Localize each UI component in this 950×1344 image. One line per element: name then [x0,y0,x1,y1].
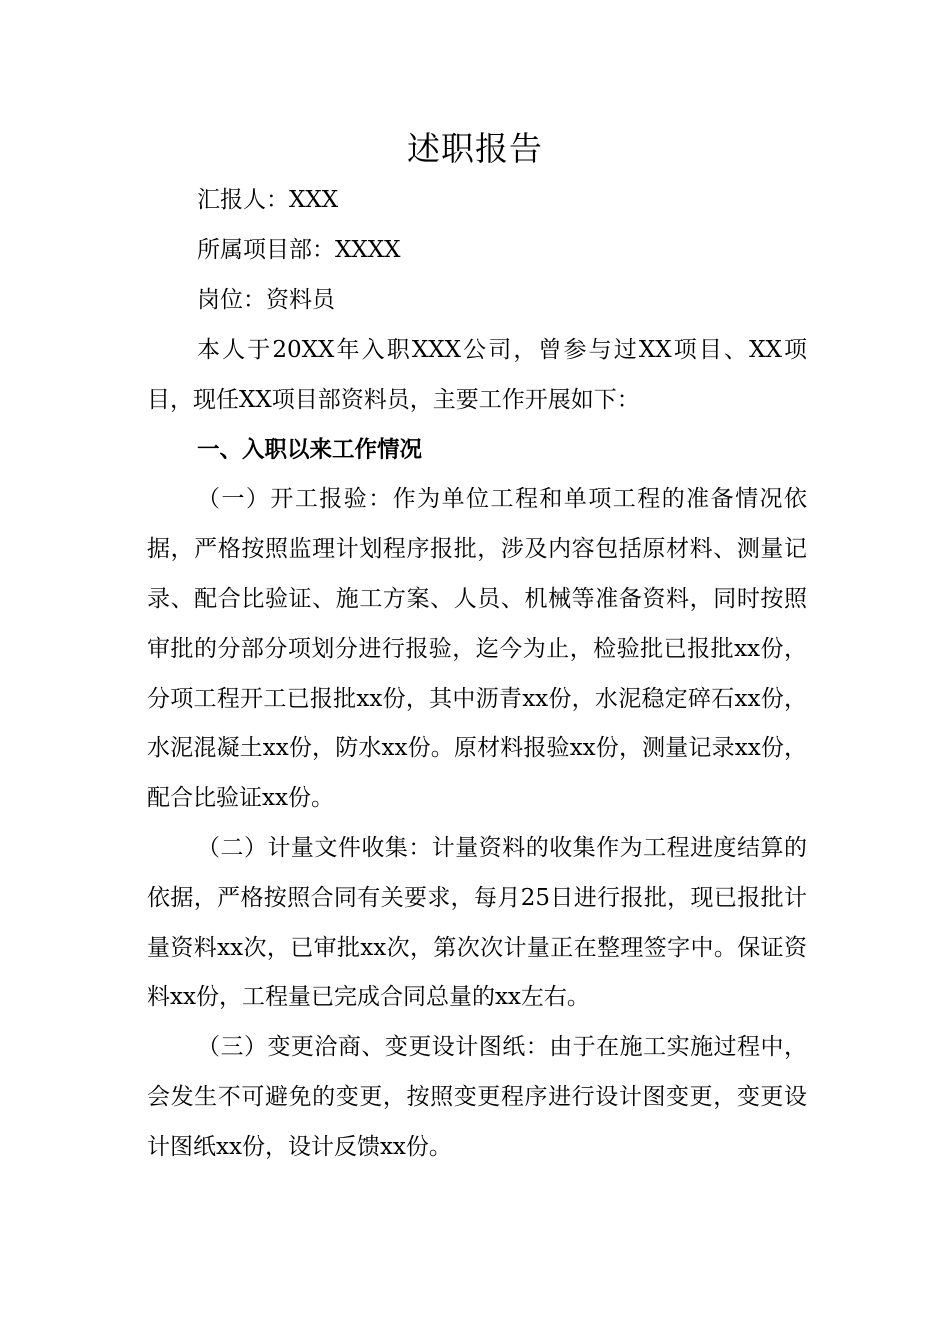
paragraph-start-inspection: （一）开工报验：作为单位工程和单项工程的准备情况依据，严格按照监理计划程序报批，涉及内容包括原材料、测量记录、配合比验证、施工方案、人员、机械等准备资料，同时按照审批的分部分项划分进行报验，迄今为止，检验批已报批xx份，分项工程开工已报批xx份，其中沥青xx份，水泥稳定碎石xx份，水泥混凝土xx份，防水xx份。原材料报验xx份，测量记录xx份，配合比验证xx份。 [147,486,807,812]
department-line: 所属项目部：XXXX [197,236,401,263]
position-line: 岗位：资料员 [197,286,335,313]
document-body [147,326,807,1173]
section-heading: 一、入职以来工作情况 [197,436,423,463]
paragraph-measurement-files: （二）计量文件收集：计量资料的收集作为工程进度结算的依据，严格按照合同有关要求，每月25日进行报批，现已报批计量资料xx次，已审批xx次，第次次计量正在整理签字中。保证资料xx份，工程量已完成合同总量的xx左右。 [147,834,807,1011]
document-meta [147,176,807,325]
document-title: 述职报告 [407,129,543,168]
reporter-line: 汇报人：XXX [197,187,339,213]
intro-paragraph: 本人于20XX年入职XXX公司，曾参与过XX项目、XX项目，现任XX项目部资料员，主要工作开展如下： [147,337,807,413]
paragraph-design-changes: （三）变更洽商、变更设计图纸：由于在施工实施过程中，会发生不可避免的变更，按照变更程序进行设计图变更，变更设计图纸xx份，设计反馈xx份。 [147,1034,807,1160]
